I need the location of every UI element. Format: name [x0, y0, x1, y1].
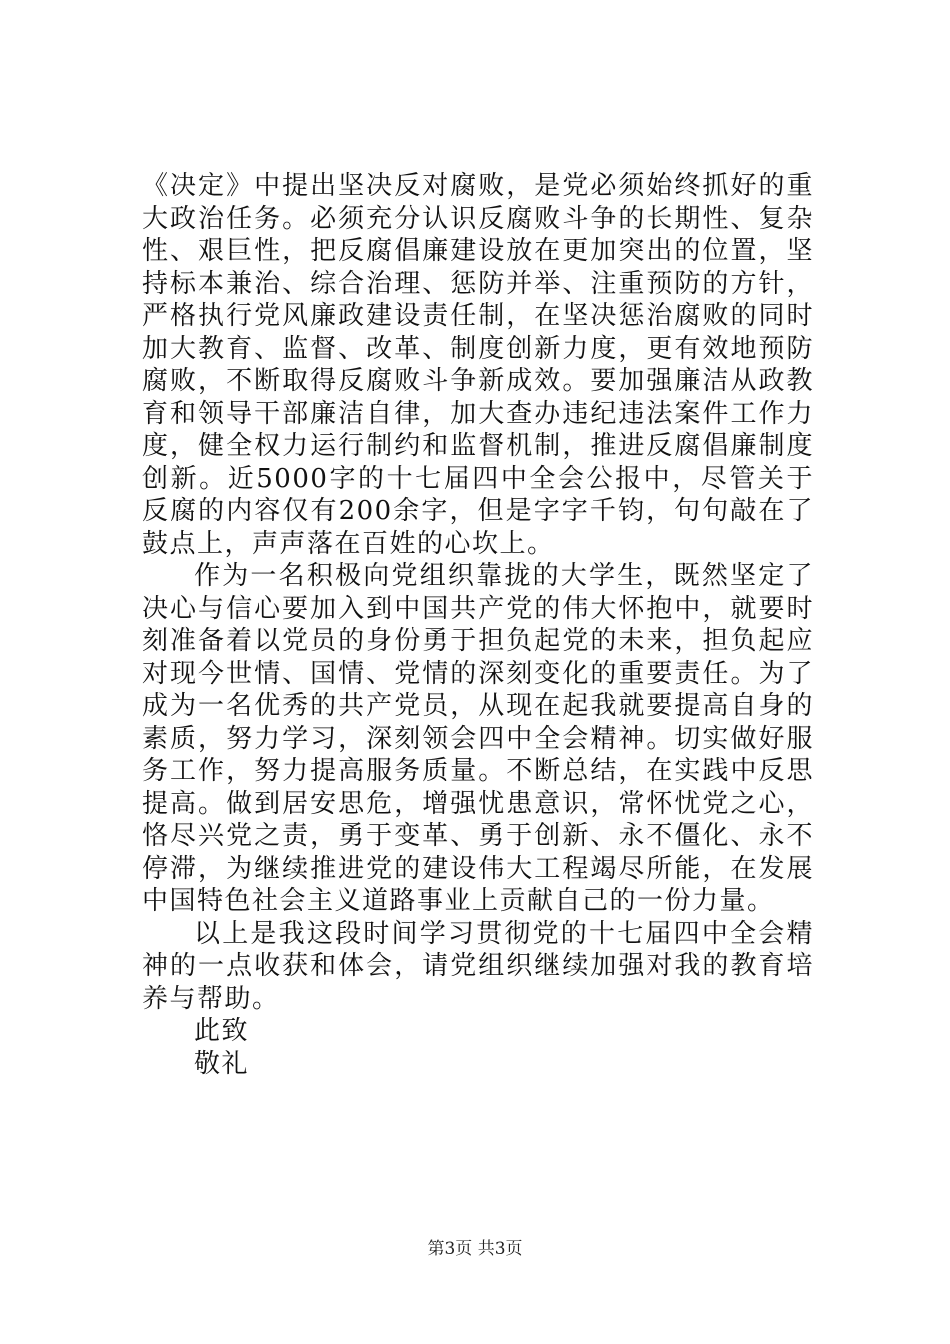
closing-jing-li: 敬礼 [194, 1048, 250, 1079]
page-number-footer: 第3页 共3页 [427, 1239, 523, 1259]
closing-ci-zhi: 此致 [194, 1016, 250, 1046]
paragraph-anti-corruption: 《决定》中提出坚决反对腐败，是党必须始终抓好的重大政治任务。必须充分认识反腐败斗争的长期性、复杂性、艰巨性，把反腐倡廉建设放在更加突出的位置，坚持标本兼治、综合治理、惩防并举、注重预防的方针，严格执行党风廉政建设责任制，在坚决惩治腐败的同时加大教育、监督、改革、制度创新力度，更有效地预防腐败，不断取得反腐败斗争新成效。要加强廉洁从政教育和领导干部廉洁自律，加大查办违纪违法案件工作力度，健全权力运行制约和监督机制，推进反腐倡廉制度创新。近5000字的十七届四中全会公报中，尽管关于反腐的内容仅有200余字，但是字字千钧，句句敲在了鼓点上，声声落在百姓的心坎上。 [142, 171, 814, 559]
paragraph-conclusion: 以上是我这段时间学习贯彻党的十七届四中全会精神的一点收获和体会，请党组织继续加强对我的教育培养与帮助。 [142, 918, 814, 1014]
paragraph-personal-commitment: 作为一名积极向党组织靠拢的大学生，既然坚定了决心与信心要加入到中国共产党的伟大怀抱中，就要时刻准备着以党员的身份勇于担负起党的未来，担负起应对现今世情、国情、党情的深刻变化的重要责任。为了成为一名优秀的共产党员，从现在起我就要提高自身的素质，努力学习，深刻领会四中全会精神。切实做好服务工作，努力提高服务质量。不断总结，在实践中反思提高。做到居安思危，增强忧患意识，常怀忧党之心，恪尽兴党之责，勇于变革、勇于创新、永不僵化、永不停滞，为继续推进党的建设伟大工程竭尽所能，在发展中国特色社会主义道路事业上贡献自己的一份力量。 [142, 561, 814, 916]
document-body [142, 170, 814, 1080]
